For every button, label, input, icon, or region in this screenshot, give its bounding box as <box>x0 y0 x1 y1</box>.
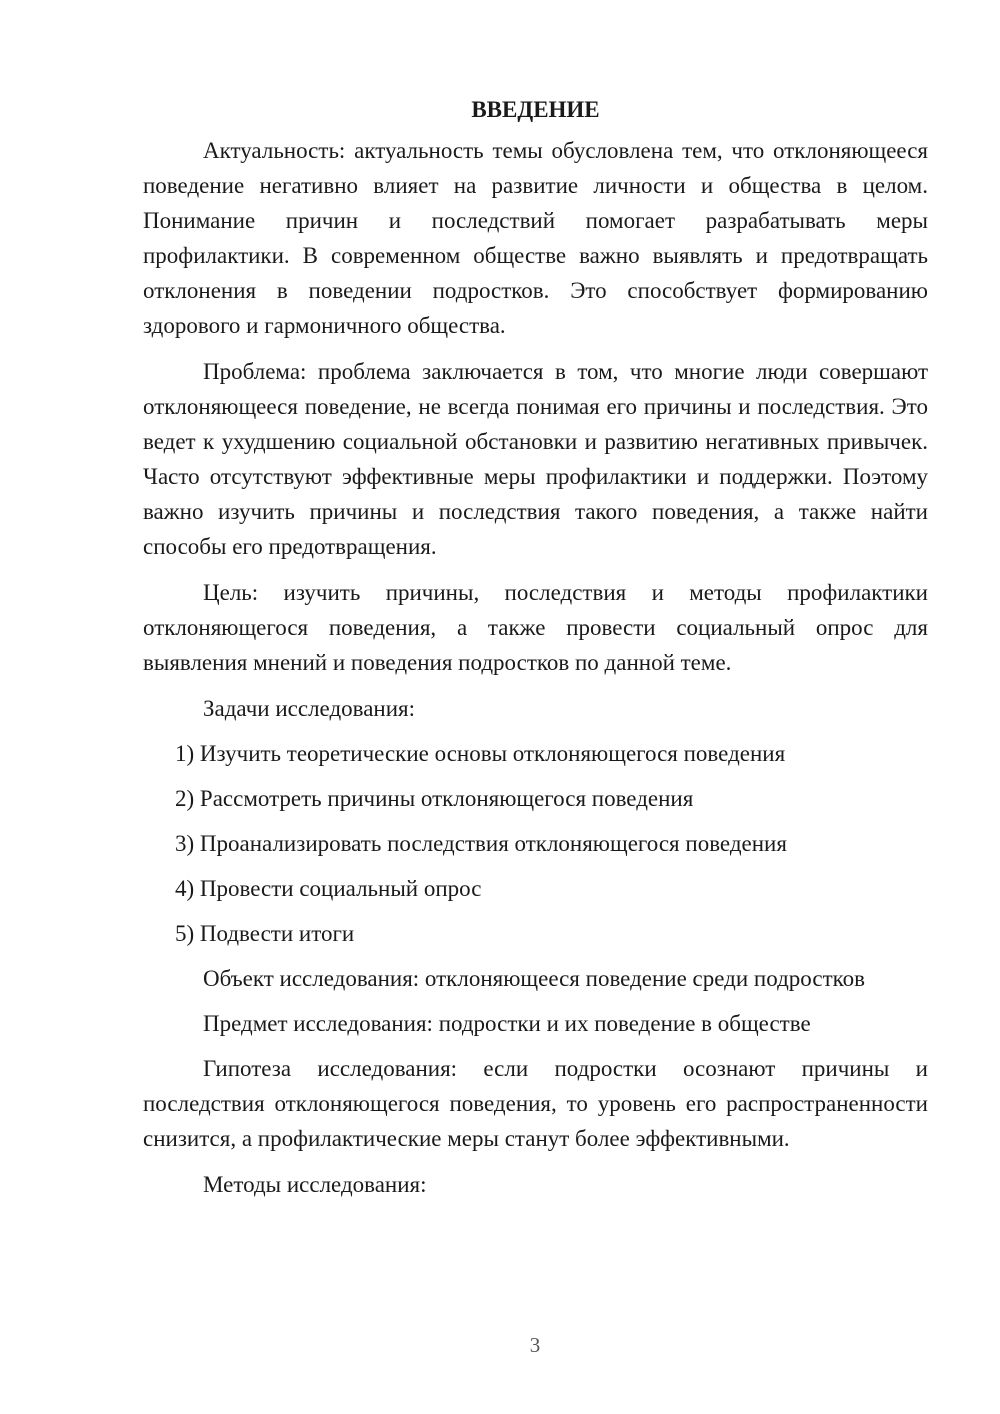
page-number: 3 <box>529 1333 541 1357</box>
list-item: 3) Проанализировать последствия отклоняющегося поведения <box>175 831 787 856</box>
list-item: 2) Рассмотреть причины отклоняющегося поведения <box>175 786 694 811</box>
tasks-heading: Задачи исследования: <box>203 696 416 721</box>
document-page <box>143 92 928 1212</box>
paragraph-hypothesis: Гипотеза исследования: если подростки осознают причины и последствия отклоняющегося поведения, то уровень его распространенности снизится, а профилактические меры станут более эффективными. <box>143 1056 928 1151</box>
list-item: 5) Подвести итоги <box>175 921 355 946</box>
list-item: 4) Провести социальный опрос <box>175 876 482 901</box>
paragraph-subject: Предмет исследования: подростки и их поведение в обществе <box>203 1011 811 1036</box>
list-item: 1) Изучить теоретические основы отклоняющегося поведения <box>175 741 786 766</box>
section-title: ВВЕДЕНИЕ <box>471 97 600 122</box>
paragraph-goal: Цель: изучить причины, последствия и методы профилактики отклоняющегося поведения, а также провести социальный опрос для выявления мнений и поведения подростков по данной теме. <box>143 580 928 675</box>
paragraph-object: Объект исследования: отклоняющееся поведение среди подростков <box>203 966 865 991</box>
paragraph-relevance: Актуальность: актуальность темы обусловлена тем, что отклоняющееся поведение негативно влияет на развитие личности и общества в целом. Понимание причин и последствий помогает разрабатывать меры профилактики. В современном обществе важно выявлять и предотвращать отклонения в поведении подростков. Это способствует формированию здорового и гармоничного общества. <box>143 138 928 338</box>
paragraph-problem: Проблема: проблема заключается в том, что многие люди совершают отклоняющееся поведение, не всегда понимая его причины и последствия. Это ведет к ухудшению социальной обстановки и развитию негативных привычек. Часто отсутствуют эффективные меры профилактики и поддержки. Поэтому важно изучить причины и последствия такого поведения, а также найти способы его предотвращения. <box>143 359 928 559</box>
methods-heading: Методы исследования: <box>203 1172 427 1197</box>
tasks-list <box>143 736 928 951</box>
